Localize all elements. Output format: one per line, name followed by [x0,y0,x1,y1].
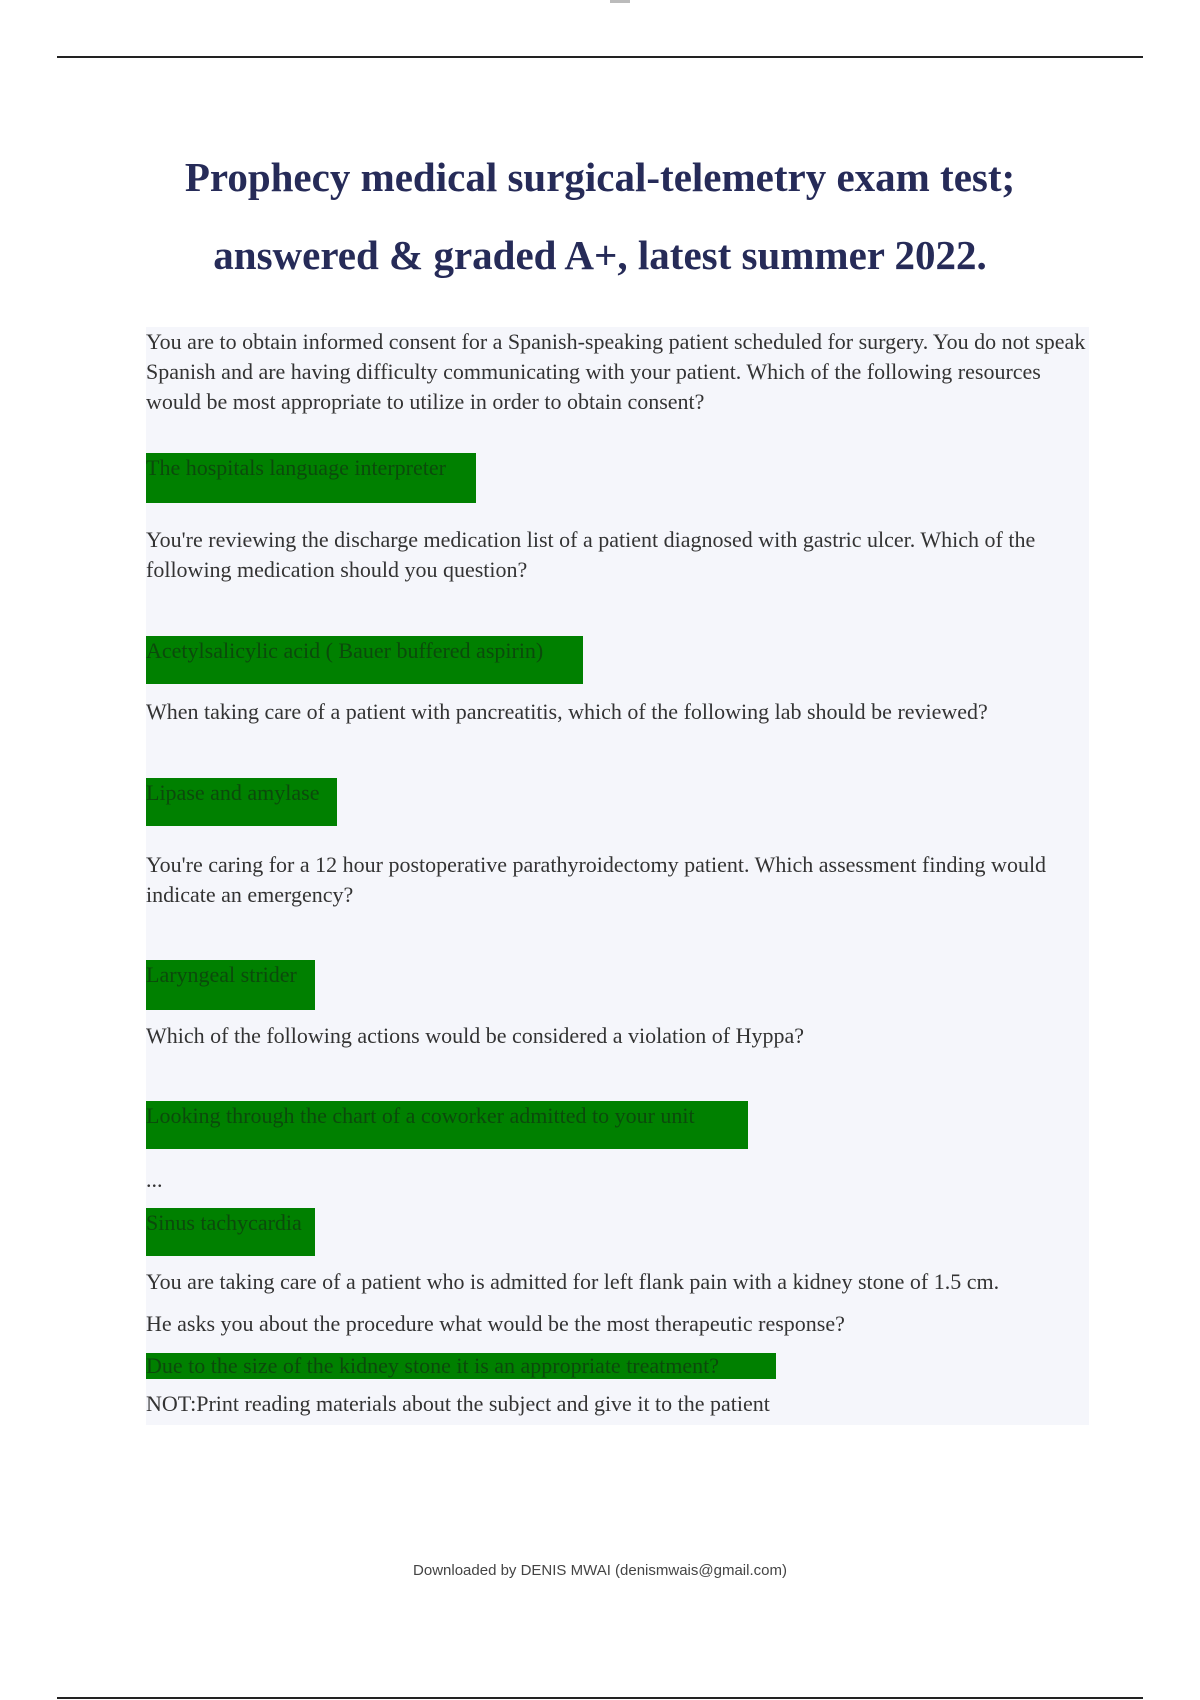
answer-3 [146,778,337,826]
bottom-rule [57,1697,1143,1699]
answer-3-text: Lipase and amylase [146,780,320,805]
answer-7-text: Due to the size of the kidney stone it is an appropriate treatment? [146,1353,720,1378]
download-footer: Downloaded by DENIS MWAI (denismwais@gmail.com) [413,1562,787,1579]
answer-6 [146,1208,315,1256]
answer-2-text: Acetylsalicylic acid ( Bauer buffered aspirin) [146,638,544,663]
document-content [146,327,1089,1425]
question-3: When taking care of a patient with pancreatitis, which of the following lab should be reviewed? [146,699,988,724]
question-7-line-2: He asks you about the procedure what would be the most therapeutic response? [146,1311,845,1336]
answer-4 [146,960,315,1010]
title-line-1: Prophecy medical surgical-telemetry exam test; [184,154,1016,200]
answer-6-text: Sinus tachycardia [146,1210,302,1235]
top-rule [57,56,1143,58]
question-4: You're caring for a 12 hour postoperative parathyroidectomy patient. Which assessment finding would indicate an emergency? [146,852,1047,907]
ellipsis: ... [146,1167,163,1192]
answer-2 [146,636,583,684]
answer-5 [146,1101,748,1149]
question-1: You are to obtain informed consent for a Spanish-speaking patient scheduled for surgery. You do not speak Spanish and are having difficulty communicating with your patient. Which of the following resources would be most appropriate to utilize in order to obtain consent? [146,329,1086,414]
note-7: NOT:Print reading materials about the subject and give it to the patient [146,1391,770,1416]
answer-5-text: Looking through the chart of a coworker admitted to your unit [146,1103,695,1128]
top-mark [610,0,630,3]
question-2: You're reviewing the discharge medication list of a patient diagnosed with gastric ulcer. Which of the following medication should you question? [146,527,1036,582]
answer-4-text: Laryngeal strider [146,962,297,987]
question-7-line-1: You are taking care of a patient who is admitted for left flank pain with a kidney stone of 1.5 cm. [146,1269,1000,1294]
document-title [120,138,1080,294]
answer-7 [146,1353,776,1379]
title-line-2: answered & graded A+, latest summer 2022. [213,232,987,278]
answer-1-text: The hospitals language interpreter [146,455,446,480]
answer-1 [146,453,476,503]
question-5: Which of the following actions would be considered a violation of Hyppa? [146,1023,804,1048]
